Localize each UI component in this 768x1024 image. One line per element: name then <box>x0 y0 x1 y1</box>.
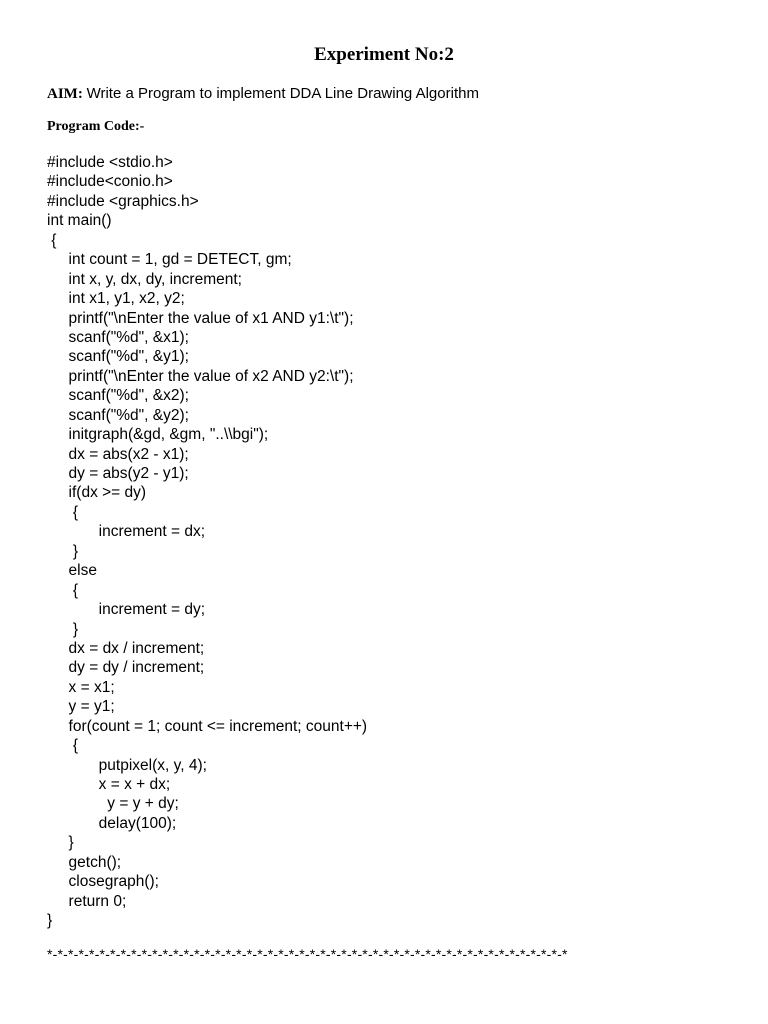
code-line: } <box>47 912 53 930</box>
code-line: scanf("%d", &y2); <box>47 406 189 424</box>
code-line: increment = dx; <box>47 523 206 541</box>
code-line: increment = dy; <box>47 601 206 619</box>
code-line: dy = dy / increment; <box>47 659 205 677</box>
code-line: getch(); <box>47 853 122 871</box>
code-line: printf("\nEnter the value of x1 AND y1:\t"); <box>47 309 354 327</box>
code-block <box>47 153 367 931</box>
code-line: { <box>47 231 57 249</box>
code-line: else <box>47 562 97 580</box>
code-line: scanf("%d", &x2); <box>47 387 189 405</box>
code-line: int x, y, dx, dy, increment; <box>47 270 242 288</box>
code-line: x = x1; <box>47 678 115 696</box>
code-line: { <box>47 503 79 521</box>
code-line: int x1, y1, x2, y2; <box>47 290 185 308</box>
code-line: { <box>47 737 79 755</box>
code-line: if(dx >= dy) <box>47 484 147 502</box>
code-line: scanf("%d", &x1); <box>47 328 189 346</box>
code-line: } <box>47 620 79 638</box>
code-line: #include <graphics.h> <box>47 192 199 210</box>
code-line: y = y1; <box>47 698 115 716</box>
code-line: int count = 1, gd = DETECT, gm; <box>47 251 292 269</box>
aim-label: AIM: <box>47 86 83 102</box>
page-title <box>0 44 768 66</box>
code-line: { <box>47 581 79 599</box>
code-line: #include<conio.h> <box>47 173 173 191</box>
code-line: for(count = 1; count <= increment; count++) <box>47 717 368 735</box>
code-line: dy = abs(y2 - y1); <box>47 465 189 482</box>
code-line: dx = abs(x2 - x1); <box>47 445 189 463</box>
program-code-label: Program Code:- <box>47 119 145 134</box>
code-line: closegraph(); <box>47 873 159 891</box>
page-title-text: Experiment No:2 <box>314 44 454 65</box>
code-line: return 0; <box>47 892 127 910</box>
code-line: y = y + dy; <box>47 795 179 813</box>
code-line: initgraph(&gd, &gm, "..\\bgi"); <box>47 426 269 444</box>
code-line: #include <stdio.h> <box>47 154 173 171</box>
aim-text: Write a Program to implement DDA Line Drawing Algorithm <box>86 85 479 102</box>
code-line: delay(100); <box>47 814 177 832</box>
separator-line: *-*-*-*-*-*-*-*-*-*-*-*-*-*-*-*-*-*-*-*-*-*-*-*-*-*-*-*-*-*-*-*-*-*-*-*-*-*-*-*-*-*-*-*-*-*-*-*-*-* <box>47 946 568 962</box>
code-line: scanf("%d", &y1); <box>47 348 189 366</box>
code-line: putpixel(x, y, 4); <box>47 756 207 774</box>
aim-statement <box>47 85 479 103</box>
code-line: dx = dx / increment; <box>47 639 205 657</box>
code-line: } <box>47 542 79 560</box>
code-line: int main() <box>47 212 112 230</box>
code-line: } <box>47 834 74 852</box>
code-line: x = x + dx; <box>47 776 171 793</box>
code-line: printf("\nEnter the value of x2 AND y2:\t"); <box>47 367 354 385</box>
